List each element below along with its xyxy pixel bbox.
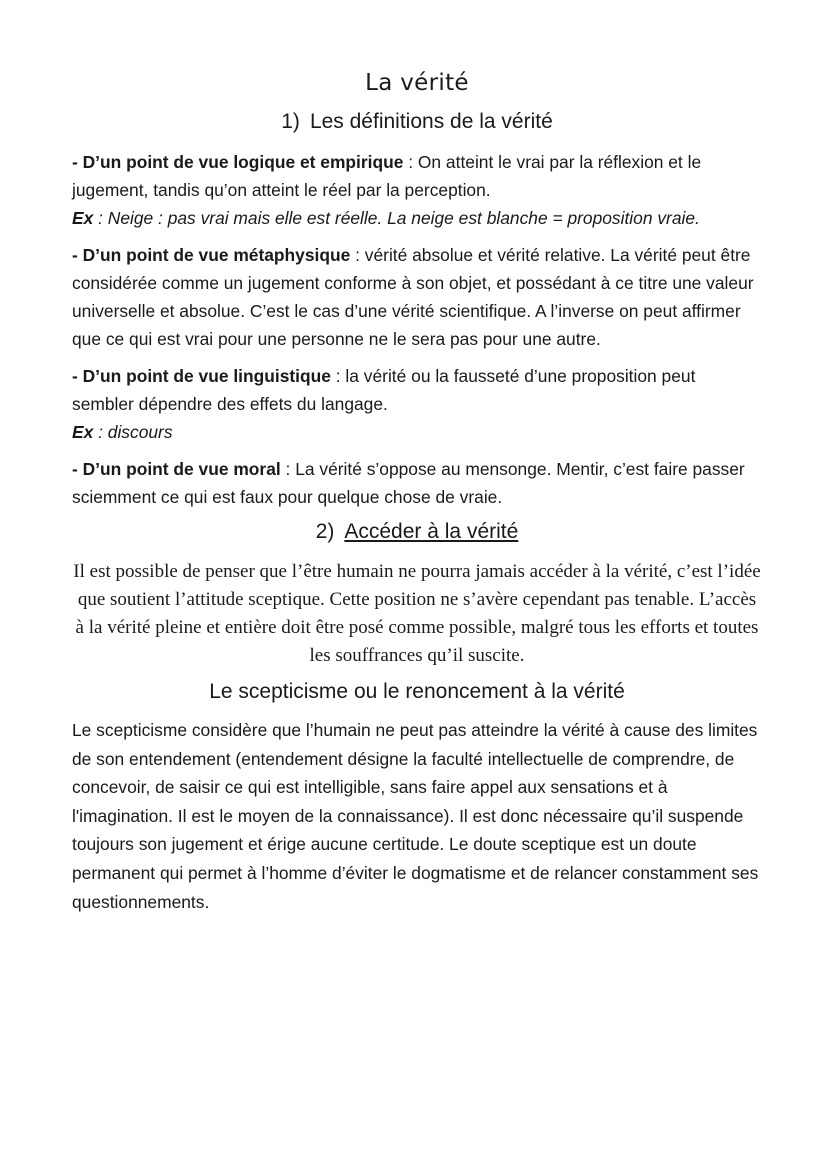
document-page [72, 70, 762, 916]
definition-logical-sep: : [403, 152, 418, 172]
definition-moral-label: - D’un point de vue moral [72, 459, 281, 479]
section-2-title: Accéder à la vérité [344, 520, 519, 543]
definition-moral-sep: : [280, 459, 296, 479]
definition-moral [72, 455, 762, 511]
example-label: Ex [72, 422, 94, 442]
section-1-heading [72, 110, 762, 134]
definition-logical-label: - D’un point de vue logique et empirique [72, 152, 404, 172]
definition-linguistic [72, 362, 762, 446]
definition-logical-text: On atteint le vrai par la réflexion et le jugement, tandis qu’on atteint le réel par la perception. [72, 152, 702, 200]
scepticism-subheading: Le scepticisme ou le renoncement à la vérité [209, 680, 625, 703]
section-2-heading [72, 520, 762, 544]
definition-linguistic-example [72, 418, 762, 446]
section-2-intro: Il est possible de penser que l’être humain ne pourra jamais accéder à la vérité, c’est l’idée que soutient l’attitude sceptique. Cette position ne s’avère cependant pas tenable. L’accès à la vérité pleine et entière doit être posé comme possible, malgré tous les efforts et toutes les souffrances qu’il suscite. [73, 561, 761, 666]
example-text: : Neige : pas vrai mais elle est réelle. La neige est blanche = proposition vraie. [93, 208, 700, 228]
definition-logical [72, 148, 762, 232]
document-title: La vérité [365, 70, 469, 96]
definition-linguistic-text: la vérité ou la fausseté d’une proposition peut sembler dépendre des effets du langage. [72, 366, 696, 414]
definition-metaphysical-label: - D’un point de vue métaphysique [72, 245, 351, 265]
definition-moral-text: La vérité s’oppose au mensonge. Mentir, c’est faire passer sciemment ce qui est faux pour quelque chose de vraie. [72, 459, 745, 507]
example-text: : discours [93, 422, 173, 442]
section-1-number: 1) [281, 110, 300, 133]
definition-metaphysical-sep: : [350, 245, 365, 265]
section-2-number: 2) [315, 520, 335, 543]
definition-metaphysical-text: vérité absolue et vérité relative. La vérité peut être considérée comme un jugement conforme à son objet, et possédant à ce titre une valeur universelle et absolue. C’est le cas d’une vérité scientifique. A l’inverse on peut affirmer que ce qui est vrai pour une personne ne le sera pas pour une autre. [72, 245, 754, 349]
definition-metaphysical [72, 241, 762, 353]
definition-logical-example [72, 204, 762, 232]
scepticism-paragraph: Le scepticisme considère que l’humain ne peut pas atteindre la vérité à cause des limites de son entendement (entendement désigne la faculté intellectuelle de comprendre, de concevoir, de saisir ce qui est intelligible, sans faire appel aux sensations et à l'imagination. Il est le moyen de la connaissance). Il est donc nécessaire qu’il suspende toujours son jugement et érige aucune certitude. Le doute sceptique est un doute permanent qui permet à l’homme d’éviter le dogmatisme et de relancer constamment ses questionnements. [72, 720, 759, 912]
definition-linguistic-sep: : [330, 366, 346, 386]
section-1-title: Les définitions de la vérité [309, 110, 553, 133]
definition-linguistic-label: - D’un point de vue linguistique [72, 366, 331, 386]
example-label: Ex [72, 208, 94, 228]
